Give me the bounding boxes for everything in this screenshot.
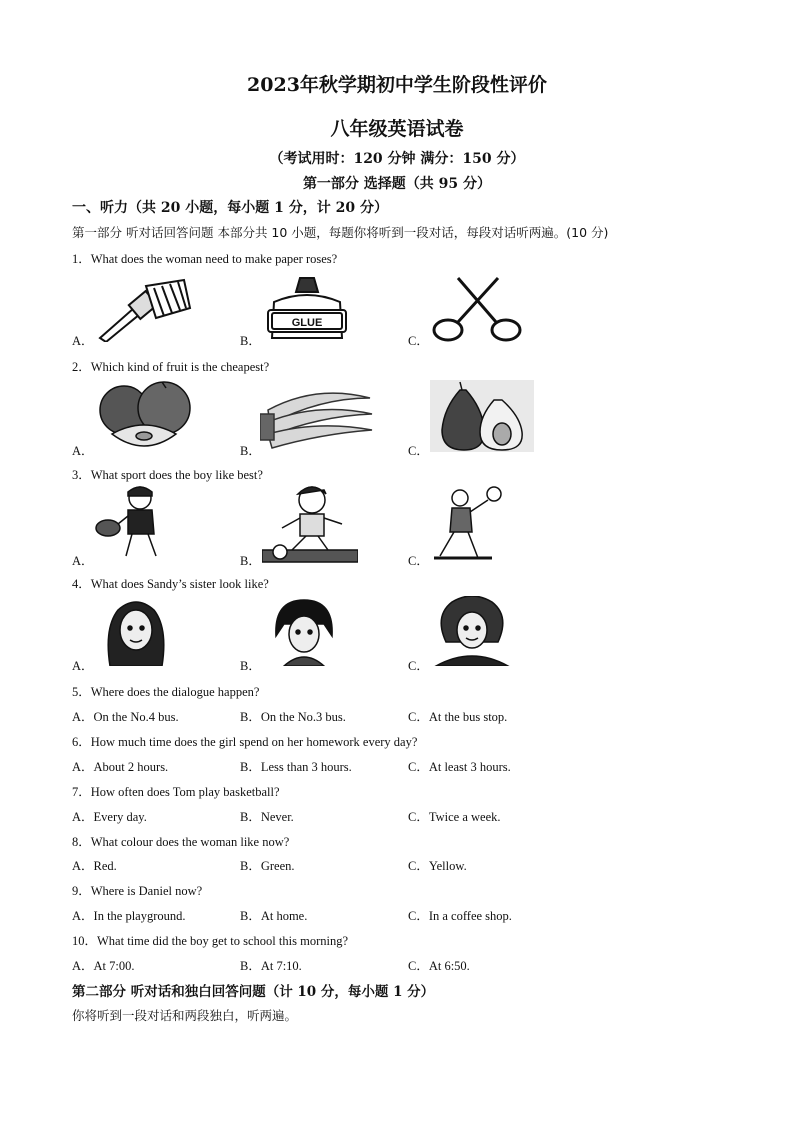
pears-icon xyxy=(430,380,534,452)
option-c: C．Twice a week. xyxy=(408,810,501,824)
question-5: 5．Where does the dialogue happen? xyxy=(72,685,260,699)
question-9: 9．Where is Daniel now? xyxy=(72,884,203,898)
option-c-label: C． xyxy=(408,334,429,348)
tennis-player-icon xyxy=(94,484,174,562)
apples-icon xyxy=(92,380,198,452)
option-a: A．In the playground. xyxy=(72,909,186,923)
glue-bottle-icon xyxy=(262,276,352,342)
section-two-heading: 第二部分 听对话和独白回答问题（计 10 分，每小题 1 分） xyxy=(72,984,435,1000)
option-c: C．At least 3 hours. xyxy=(408,760,511,774)
option-c-label: C． xyxy=(408,444,429,458)
section-listening-heading: 一、听力（共 20 小题，每小题 1 分，计 20 分） xyxy=(72,200,388,216)
question-4: 4．What does Sandy’s sister look like? xyxy=(72,577,269,591)
question-8: 8．What colour does the woman like now? xyxy=(72,835,290,849)
question-7: 7．How often does Tom play basketball? xyxy=(72,785,280,799)
option-a: A．About 2 hours. xyxy=(72,760,169,774)
option-a-label: A． xyxy=(72,554,94,568)
section-listening-intro: 第一部分 听对话回答问题 本部分共 10 小题，每题你将听到一段对话，每段对话听两遍。(10 分) xyxy=(72,225,609,240)
question-1: 1．What does the woman need to make paper roses? xyxy=(72,252,338,266)
option-b: B．Green. xyxy=(240,859,295,873)
option-b: B．At home. xyxy=(240,909,308,923)
scissors-icon xyxy=(428,272,524,344)
option-a: A．On the No.4 bus. xyxy=(72,710,179,724)
option-b-label: B． xyxy=(240,659,261,673)
volleyball-player-icon xyxy=(430,484,510,562)
question-10: 10．What time did the boy get to school this morning? xyxy=(72,934,349,948)
bananas-icon xyxy=(260,380,376,452)
option-a: A．At 7:00. xyxy=(72,959,135,973)
long-hair-woman-icon xyxy=(96,598,176,666)
question-3: 3．What sport does the boy like best? xyxy=(72,468,263,482)
option-a: A．Every day. xyxy=(72,810,147,824)
paintbrush-icon xyxy=(94,278,194,342)
option-c: C．In a coffee shop. xyxy=(408,909,512,923)
option-a-label: A． xyxy=(72,444,94,458)
option-a-label: A． xyxy=(72,659,94,673)
curly-hair-woman-icon xyxy=(430,596,514,666)
exam-info: （考试用时：120 分钟 满分：150 分） xyxy=(269,151,525,167)
option-b-label: B． xyxy=(240,334,261,348)
section-two-intro: 你将听到一段对话和两段独白，听两遍。 xyxy=(72,1008,298,1023)
option-a: A．Red. xyxy=(72,859,117,873)
option-b-label: B． xyxy=(240,554,261,568)
question-2: 2．Which kind of fruit is the cheapest? xyxy=(72,360,270,374)
option-c: C．At 6:50. xyxy=(408,959,470,973)
option-b: B．Less than 3 hours. xyxy=(240,760,352,774)
option-b: B．Never. xyxy=(240,810,294,824)
option-b: B．On the No.3 bus. xyxy=(240,710,346,724)
option-c-label: C． xyxy=(408,554,429,568)
part-one-heading: 第一部分 选择题（共 95 分） xyxy=(302,176,492,192)
exam-subtitle: 八年级英语试卷 xyxy=(330,118,464,140)
glue-label: GLUE xyxy=(291,317,323,329)
option-b: B．At 7:10. xyxy=(240,959,302,973)
exam-title: 2023年秋学期初中学生阶段性评价 xyxy=(247,74,547,96)
question-6: 6．How much time does the girl spend on her homework every day? xyxy=(72,735,418,749)
option-c-label: C． xyxy=(408,659,429,673)
option-c: C．At the bus stop. xyxy=(408,710,508,724)
short-hair-woman-icon xyxy=(264,596,344,666)
option-c: C．Yellow. xyxy=(408,859,467,873)
football-player-icon xyxy=(262,484,358,564)
option-b-label: B． xyxy=(240,444,261,458)
option-a-label: A． xyxy=(72,334,94,348)
